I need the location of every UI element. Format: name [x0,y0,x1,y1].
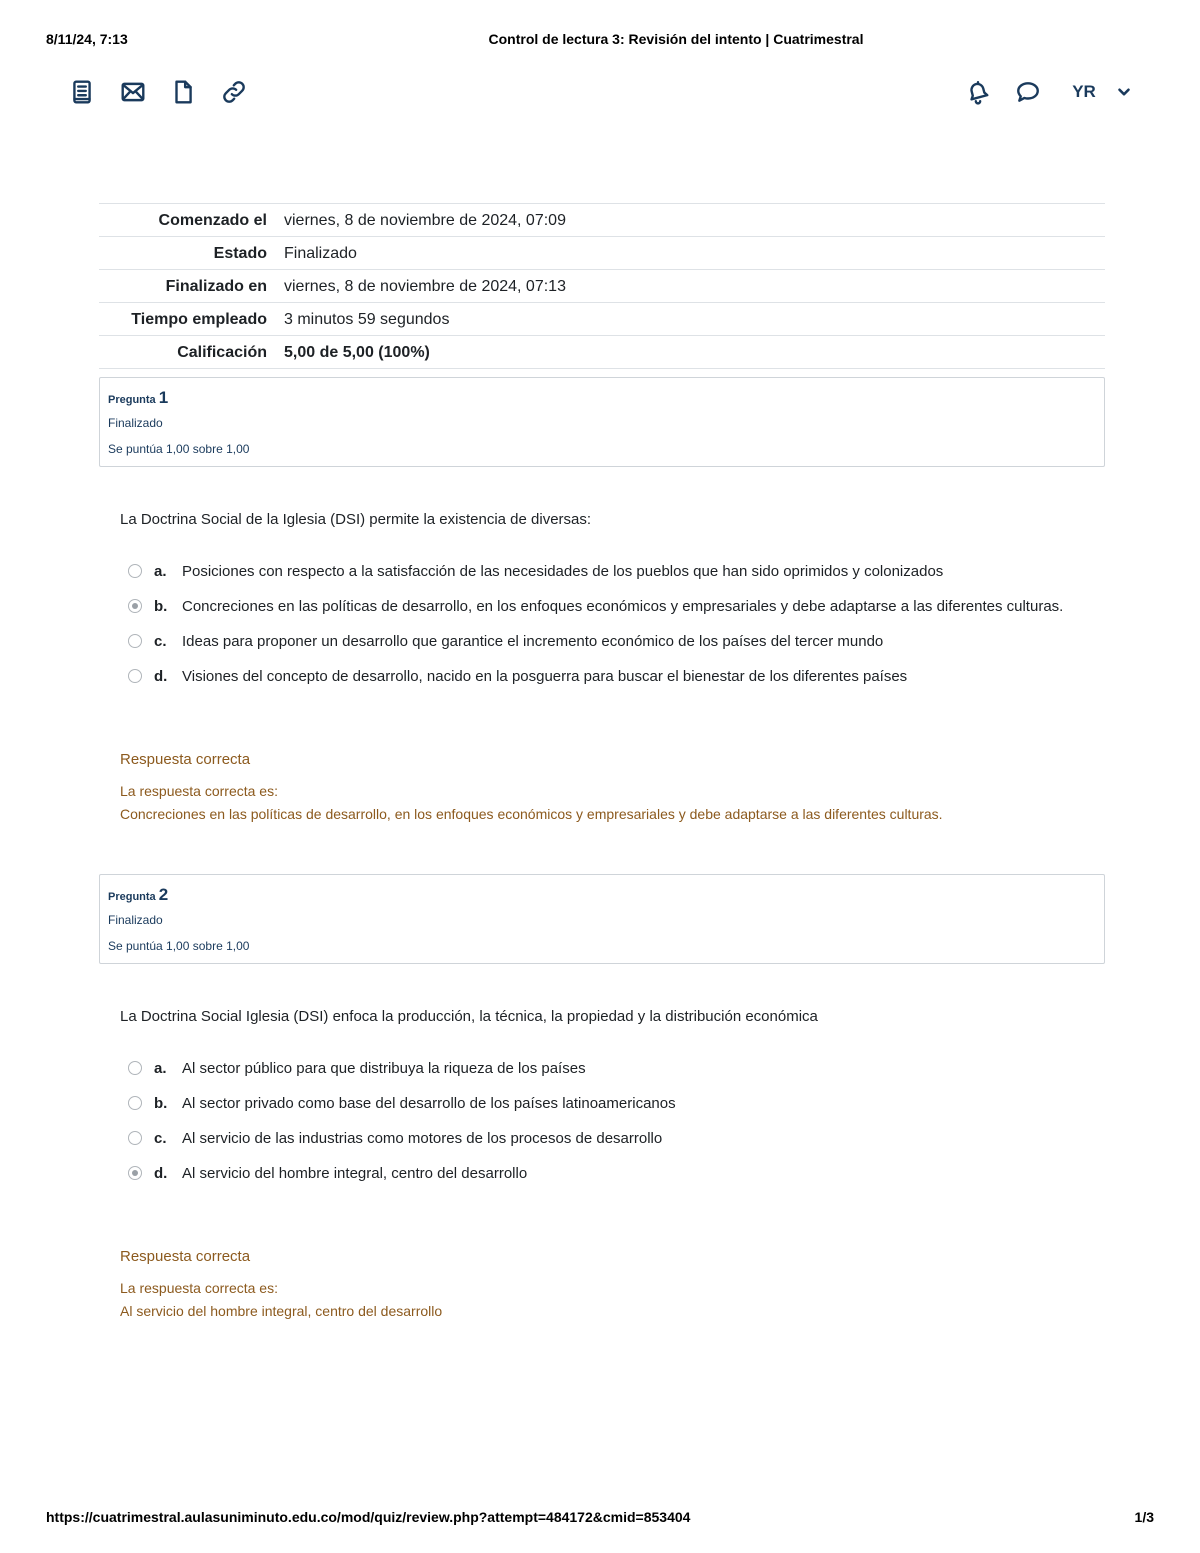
summary-value: viernes, 8 de noviembre de 2024, 07:09 [284,204,1105,237]
question-state: Finalizado [108,416,163,430]
answer-letter: b. [154,597,168,615]
radio-button[interactable] [128,564,142,578]
answer-option[interactable] [128,595,1063,617]
radio-button[interactable] [128,634,142,648]
answer-text: Al sector público para que distribuya la riqueza de los países [182,1059,586,1077]
answer-option[interactable] [128,1057,586,1079]
correct-answer-text: Concreciones en las políticas de desarrollo, en los enfoques económicos y empresariales y debe adaptarse a las diferentes culturas. [120,806,943,822]
correct-answer-label: La respuesta correcta es: [120,783,278,799]
feedback-result: Respuesta correcta [120,751,251,768]
summary-row [99,336,1105,369]
question-grade: Se puntúa 1,00 sobre 1,00 [108,939,250,953]
link-icon[interactable] [216,74,252,110]
bell-icon[interactable] [960,74,996,110]
answer-letter: d. [154,1164,168,1182]
summary-row [99,303,1105,336]
print-date: 8/11/24, 7:13 [46,31,128,47]
answer-text: Posiciones con respecto a la satisfacción de las necesidades de los pueblos que han sido oprimidos y colonizados [182,562,944,580]
grade-score: 5,00 [284,344,316,361]
answer-text: Ideas para proponer un desarrollo que garantice el incremento económico de los países del tercer mundo [182,632,884,650]
summary-value: viernes, 8 de noviembre de 2024, 07:13 [284,270,1105,303]
answer-text: Al servicio de las industrias como motores de los procesos de desarrollo [182,1129,663,1147]
answer-letter: c. [154,632,167,650]
summary-row [99,237,1105,270]
question-text: La Doctrina Social de la Iglesia (DSI) permite la existencia de diversas: [120,511,592,528]
question-info-box [99,377,1105,467]
print-url: https://cuatrimestral.aulasuniminuto.edu.co/mod/quiz/review.php?attempt=484172&cmid=853404 [46,1509,691,1525]
correct-answer-text: Al servicio del hombre integral, centro del desarrollo [120,1303,443,1319]
question-state: Finalizado [108,913,163,927]
question-number: Pregunta 1 [108,388,169,407]
print-title: Control de lectura 3: Revisión del intento | Cuatrimestral [488,31,864,47]
summary-value: 3 minutos 59 segundos [284,303,1105,336]
radio-button-selected[interactable] [128,1166,142,1180]
notebook-icon[interactable] [64,74,100,110]
summary-label: Comenzado el [99,204,284,237]
question-info-box [99,874,1105,964]
print-header [0,31,1200,49]
radio-button[interactable] [128,1096,142,1110]
answer-option[interactable] [128,665,907,687]
answer-letter: c. [154,1129,167,1147]
file-icon[interactable] [165,74,201,110]
summary-label: Finalizado en [99,270,284,303]
summary-grade-value [284,336,1105,369]
print-page-number: 1/3 [1134,1509,1154,1525]
summary-label: Tiempo empleado [99,303,284,336]
summary-row [99,270,1105,303]
radio-button[interactable] [128,1131,142,1145]
summary-value: Finalizado [284,237,1105,270]
navbar [0,74,1200,114]
question-number: Pregunta 2 [108,885,169,904]
print-footer [0,1509,1200,1527]
answer-text: Al sector privado como base del desarrollo de los países latinoamericanos [182,1094,676,1112]
correct-answer-label: La respuesta correcta es: [120,1280,278,1296]
answer-letter: d. [154,667,168,685]
chat-icon[interactable] [1010,74,1046,110]
summary-label: Calificación [99,336,284,369]
radio-button[interactable] [128,1061,142,1075]
answer-option[interactable] [128,630,883,652]
mail-icon[interactable] [115,74,151,110]
question-text: La Doctrina Social Iglesia (DSI) enfoca la producción, la técnica, la propiedad y la distribución económica [120,1008,818,1025]
chevron-down-icon[interactable] [1106,74,1142,110]
user-avatar[interactable]: YR [1072,82,1096,101]
answer-option[interactable] [128,560,943,582]
radio-button[interactable] [128,669,142,683]
answer-text: Al servicio del hombre integral, centro del desarrollo [182,1164,528,1182]
answer-option[interactable] [128,1127,662,1149]
answer-letter: a. [154,1059,167,1077]
grade-rest: de 5,00 (100%) [315,344,430,361]
answer-text: Visiones del concepto de desarrollo, nacido en la posguerra para buscar el bienestar de los diferentes países [182,667,908,685]
feedback-result: Respuesta correcta [120,1248,251,1265]
answer-text: Concreciones en las políticas de desarrollo, en los enfoques económicos y empresariales y debe adaptarse a las diferentes culturas. [182,597,1064,615]
summary-label: Estado [99,237,284,270]
summary-row [99,204,1105,237]
question-grade: Se puntúa 1,00 sobre 1,00 [108,442,250,456]
answer-option[interactable] [128,1092,676,1114]
answer-option[interactable] [128,1162,527,1184]
answer-letter: a. [154,562,167,580]
answer-letter: b. [154,1094,168,1112]
radio-button-selected[interactable] [128,599,142,613]
attempt-summary-table [99,203,1105,369]
